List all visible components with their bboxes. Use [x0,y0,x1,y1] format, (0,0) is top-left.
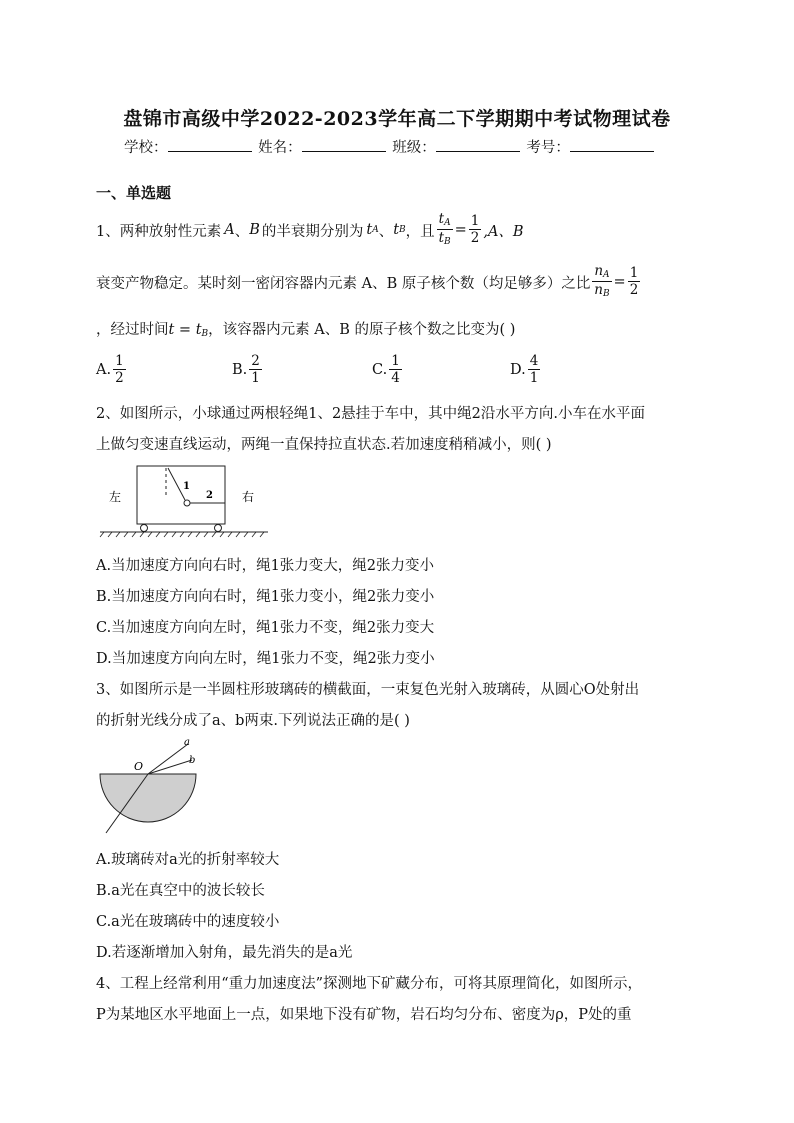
q1-line3-post: ，该容器内元素 A、B 的原子核个数之比变为( ) [208,322,516,338]
section-title: 一、单选题 [96,184,172,202]
q1-option-b[interactable] [232,350,264,390]
label-a: a [184,737,190,748]
q3-figure [96,736,206,836]
exam-number-label: 考号： [526,140,570,156]
q1-tail: ,A、B [483,223,524,240]
student-info-line [124,136,656,157]
q1-ratio-half [628,264,641,298]
label-right: 右 [242,490,255,504]
q1-ratio-half-num: 1 [629,264,639,281]
q2-option-a[interactable]: A.当加速度方向向右时，绳1张力变大，绳2张力变小 [96,558,435,574]
q1-line3-sub: B [201,329,209,339]
q1-line3-t: t = t [168,322,202,338]
wheel-right [215,525,222,532]
q1-half [469,212,482,246]
q1-equals: = [454,222,467,238]
q3-line2: 的折射光线分成了a、b两束.下列说法正确的是( ) [96,713,410,729]
name-blank[interactable] [302,137,386,152]
q3-line1: 3、如图所示是一半圆柱形玻璃砖的横截面，一束复色光射入玻璃砖，从圆心O处射出 [96,682,640,698]
q1-option-c-num: 1 [391,352,400,369]
q2-figure [96,460,276,540]
q1-option-a-label: A. [96,362,112,378]
q1-option-b-den: 1 [251,370,260,386]
q3-option-d[interactable]: D.若逐渐增加入射角，最先消失的是a光 [96,945,353,961]
ray-b [148,760,192,774]
q2-line1: 2、如图所示，小球通过两根轻绳1、2悬挂于车中，其中绳2沿水平方向.小车在水平面 [96,406,646,422]
q1-option-c[interactable] [372,350,404,390]
q3-option-b[interactable]: B.a光在真空中的波长较长 [96,883,265,899]
q1-and: ，且 [405,223,435,240]
page-title: 盘锦市高级中学2022-2023学年高二下学期期中考试物理试卷 [123,108,671,130]
q1-half-num: 1 [470,212,480,229]
q1-ratio-ta: t [438,211,445,227]
label-rope1: 1 [183,481,190,492]
q1-option-c-label: C. [372,362,388,378]
q1-half-den: 2 [470,230,480,246]
q2-option-d[interactable]: D.当加速度方向向左时，绳1张力不变，绳2张力变小 [96,651,435,667]
q1-line1 [96,210,524,250]
q4-line2: P为某地区水平地面上一点，如果地下没有矿物，岩石均匀分布、密度为ρ，P处的重 [96,1007,632,1023]
q1-option-a-num: 1 [115,352,124,369]
semicircle-glass [100,774,196,822]
q1-tb: t [393,222,400,238]
q1-ratio-ta-sub: A [444,218,451,228]
q4-line1: 4、工程上经常利用“重力加速度法”探测地下矿藏分布，可将其原理简化，如图所示， [96,976,643,992]
q1-ratio-half-den: 2 [629,282,639,298]
q3-option-c[interactable]: C.a光在玻璃砖中的速度较小 [96,914,280,930]
school-blank[interactable] [168,137,252,152]
q1-halflife-text: 的半衰期分别为 [261,223,364,240]
ray-a [148,744,188,774]
q1-sep: 、 [234,223,250,240]
label-rope2: 2 [206,490,213,501]
q1-option-b-label: B. [232,362,248,378]
ground-hatch [100,532,264,537]
exam-number-blank[interactable] [570,137,654,152]
q1-text: 1、两种放射性元素 [96,223,222,240]
q1-ratio-tb-sub: B [444,237,451,247]
q1-var-a: A [224,222,235,238]
q1-ratio-tb: t [438,230,445,246]
q1-option-a-den: 2 [115,370,124,386]
class-label: 班级： [392,140,436,156]
ball [184,500,190,506]
q1-line2: 衰变产物稳定。某时刻一密闭容器内元素 A、B 原子核个数（均足够多）之比 $\frac{n_A}{n_B}$ = $\frac{1}{2}$ [96,263,639,299]
class-blank[interactable] [436,137,520,152]
q3-option-a[interactable]: A.玻璃砖对a光的折射率较大 [96,852,280,868]
q1-comma: 、 [378,223,394,240]
q2-option-c[interactable]: C.当加速度方向向左时，绳1张力不变，绳2张力变大 [96,620,435,636]
q1-option-d[interactable] [510,350,542,390]
q2-line2: 上做匀变速直线运动，两绳一直保持拉直状态.若加速度稍稍减小，则( ) [96,437,552,453]
q1-ratio-na-nb: $\frac{n_A}{n_B}$ [594,263,610,299]
name-label: 姓名： [258,140,302,156]
q1-var-b: B [249,222,260,238]
q1-option-d-num: 4 [529,352,539,369]
q1-line3-pre: ，经过时间 [96,322,169,338]
q1-line2-text: 衰变产物稳定。某时刻一密闭容器内元素 A、B 原子核个数（均足够多）之比 [96,275,591,292]
q1-ta-sub: A [372,225,379,235]
q1-option-a[interactable] [96,350,128,390]
label-o: O [134,760,144,773]
q1-option-d-label: D. [510,362,526,378]
q1-ratio-ta-tb [437,213,453,247]
label-b: b [189,755,196,766]
q1-ta: t [366,222,373,238]
q2-option-b[interactable]: B.当加速度方向向右时，绳1张力变小，绳2张力变小 [96,589,435,605]
q1-line3 [96,318,515,339]
label-left: 左 [109,490,122,504]
q1-option-b-num: 2 [251,352,260,369]
q1-tb-sub: B [399,225,406,235]
q1-option-c-den: 4 [391,370,400,386]
school-label: 学校： [124,140,168,156]
wheel-left [141,525,148,532]
q1-option-d-den: 1 [529,370,539,386]
